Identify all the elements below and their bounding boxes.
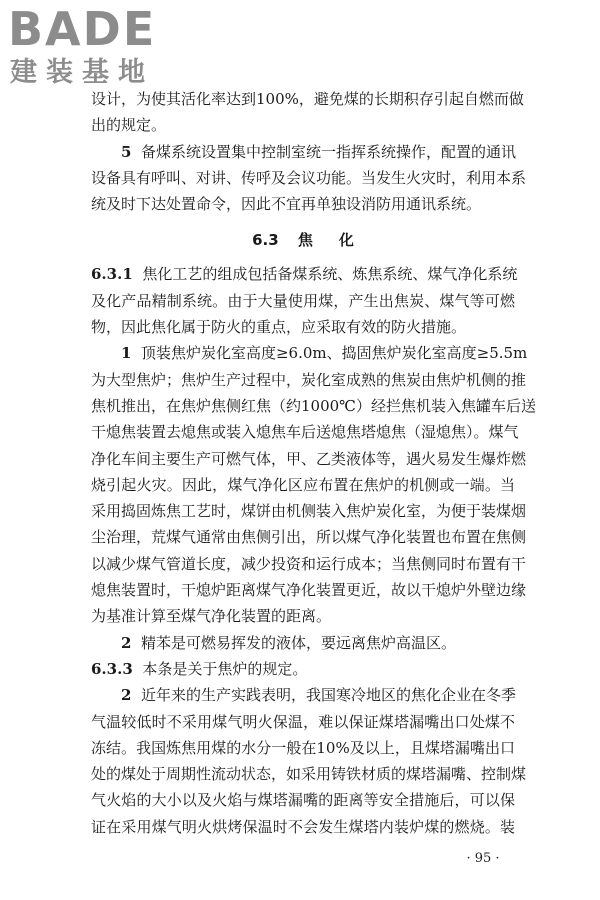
paragraph-item-2 xyxy=(91,630,515,656)
text-line: 以减少煤气管道长度，减少投资和运行成本；当焦侧同时布置有干 xyxy=(91,554,527,573)
logo-subtitle-text: 建装基地 xyxy=(10,57,154,88)
text-line: 出的规定。 xyxy=(91,116,167,135)
clause-6-3-3 xyxy=(91,656,515,682)
section-title-part: 化 xyxy=(338,231,354,250)
item-marker: 5 xyxy=(121,142,132,161)
page-body xyxy=(91,86,536,840)
text-line: 设备具有呼叫、对讲、传呼及会议功能。当发生火灾时，利用本系 xyxy=(91,168,527,187)
logo-brand-text: BADE xyxy=(8,2,157,56)
text-line: 气温较低时不采用煤气明火保温，难以保证煤塔漏嘴出口处煤不 xyxy=(91,712,515,731)
text-line: 气火焰的大小以及火焰与煤塔漏嘴的距离等安全措施后，可以保 xyxy=(91,791,515,810)
text-line: 处的煤处于周期性流动状态，如采用铸铁材质的煤塔漏嘴、控制煤 xyxy=(91,765,527,784)
item-marker: 2 xyxy=(121,633,132,652)
text-line: 物，因此焦化属于防火的重点，应采取有效的防火措施。 xyxy=(91,318,467,337)
text-line: 熄焦装置时，干熄炉距离煤气净化装置更近，故以干熄炉外壁边缘 xyxy=(91,581,527,600)
text-line: 近年来的生产实践表明，我国寒冷地区的焦化企业在冬季 xyxy=(140,686,516,705)
text-line: 焦化工艺的组成包括备煤系统、炼焦系统、煤气净化系统 xyxy=(142,265,518,284)
text-line: 尘治理，荒煤气通常由焦侧引出，所以煤气净化装置也布置在焦侧 xyxy=(91,528,527,547)
item-marker: 1 xyxy=(121,344,132,363)
paragraph-item-2b xyxy=(91,682,527,840)
text-line: 采用捣固炼焦工艺时，煤饼由机侧装入焦炉炭化室，为便于装煤烟 xyxy=(91,502,527,521)
paragraph-item-1 xyxy=(91,340,536,629)
text-line: 冻结。我国炼焦用煤的水分一般在10%及以上，且煤塔漏嘴出口 xyxy=(91,738,515,757)
text-line: 顶装焦炉炭化室高度≥6.0m、捣固焦炉炭化室高度≥5.5m xyxy=(140,344,528,363)
section-title-part: 焦 xyxy=(297,231,313,250)
section-number: 6.3 xyxy=(252,231,279,250)
text-line: 及化产品精制系统。由于大量使用煤，产生出焦炭、煤气等可燃 xyxy=(91,291,515,310)
item-marker: 2 xyxy=(121,686,132,705)
text-line: 统及时下达处置命令，因此不宜再单独设消防用通讯系统。 xyxy=(91,195,482,214)
text-line: 备煤系统设置集中控制室统一指挥系统操作，配置的通讯 xyxy=(140,142,516,161)
paragraph-continuation xyxy=(91,86,524,139)
text-line: 设计，为使其活化率达到100%，避免煤的长期积存引起自燃而做 xyxy=(91,90,524,108)
text-line: 证在采用煤气明火烘烤保温时不会发生煤塔内装炉煤的燃烧。装 xyxy=(91,817,515,836)
page-number: · 95 · xyxy=(466,851,500,866)
watermark-logo xyxy=(8,4,188,94)
text-line: 为基准计算至煤气净化装置的距离。 xyxy=(91,607,332,626)
clause-number: 6.3.1 xyxy=(91,265,133,284)
text-line: 精苯是可燃易挥发的液体，要远离焦炉高温区。 xyxy=(140,633,456,652)
paragraph-item-5 xyxy=(91,139,527,218)
text-line: 烧引起火灾。因此，煤气净化区应布置在焦炉的机侧或一端。当 xyxy=(91,475,515,494)
clause-number: 6.3.3 xyxy=(91,659,133,678)
text-line: 净化车间主要生产可燃气体，甲、乙类液体等，遇火易发生爆炸燃 xyxy=(91,449,527,468)
section-heading xyxy=(91,223,515,257)
text-line: 为大型焦炉；焦炉生产过程中，炭化室成熟的焦炭由焦炉机侧的推 xyxy=(91,370,527,389)
text-line: 干熄焦装置去熄焦或装入熄焦车后送熄焦塔熄焦（湿熄焦）。煤气 xyxy=(91,423,519,442)
text-line: 本条是关于焦炉的规定。 xyxy=(142,659,308,678)
text-line: 焦机推出，在焦炉焦侧红焦（约1000℃）经拦焦机装入焦罐车后送 xyxy=(91,396,536,415)
clause-6-3-1 xyxy=(91,261,518,340)
